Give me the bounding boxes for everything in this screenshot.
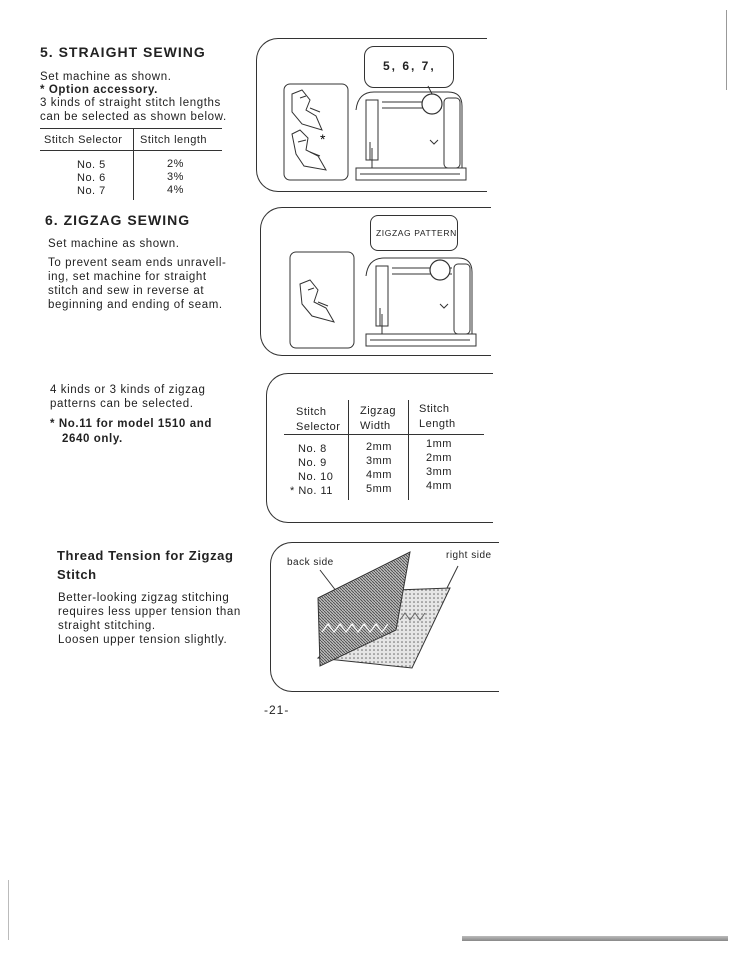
s6-line3: ing, set machine for straight bbox=[48, 271, 207, 283]
callout-box bbox=[370, 215, 458, 251]
tension-line3: straight stitching. bbox=[58, 620, 156, 632]
table-cell: 4mm bbox=[366, 469, 392, 481]
callout-zigzag-pattern: ZIGZAG PATTERN bbox=[376, 228, 457, 238]
callout-stitch-numbers: 5, 6, 7, bbox=[383, 59, 436, 73]
table-cell: 2mm bbox=[426, 452, 452, 464]
table-cell: 4% bbox=[167, 184, 184, 196]
zz-model-note-2: 2640 only. bbox=[62, 433, 123, 445]
s5-line4: can be selected as shown below. bbox=[40, 111, 227, 123]
col-stitch-selector: Stitch Selector bbox=[44, 134, 123, 146]
col-zigzag-width-2: Width bbox=[360, 420, 391, 432]
table-cell: 3mm bbox=[366, 455, 392, 467]
zz-line1: 4 kinds or 3 kinds of zigzag bbox=[50, 384, 206, 396]
zz-line2: patterns can be selected. bbox=[50, 398, 194, 410]
sewing-machine-zigzag-illustration bbox=[280, 248, 490, 352]
tension-line2: requires less upper tension than bbox=[58, 606, 241, 618]
scan-edge-line bbox=[8, 880, 9, 940]
table-row: No. 9 bbox=[298, 457, 327, 469]
fabric-illustration bbox=[300, 548, 496, 686]
scan-edge-bar bbox=[462, 936, 728, 941]
col-stitch-selector: Stitch bbox=[296, 406, 327, 418]
table-cell: 2% bbox=[167, 158, 184, 170]
zz-model-note: * No.11 for model 1510 and bbox=[50, 418, 212, 430]
table-row: No. 7 bbox=[77, 185, 106, 197]
s6-line2: To prevent seam ends unravell- bbox=[48, 257, 227, 269]
table-row: No. 8 bbox=[298, 443, 327, 455]
zigzag-stitch-table bbox=[284, 400, 484, 500]
col-stitch-length-2: Length bbox=[419, 418, 456, 430]
s6-line1: Set machine as shown. bbox=[48, 238, 180, 250]
table-row: No. 6 bbox=[77, 172, 106, 184]
col-zigzag-width: Zigzag bbox=[360, 405, 397, 417]
table-cell: 4mm bbox=[426, 480, 452, 492]
back-side-label: back side bbox=[287, 557, 334, 568]
s5-line1: Set machine as shown. bbox=[40, 71, 172, 83]
tension-line1: Better-looking zigzag stitching bbox=[58, 592, 230, 604]
section-6-title: 6. ZIGZAG SEWING bbox=[45, 212, 191, 228]
table-cell: 3% bbox=[167, 171, 184, 183]
table-row: * No. 11 bbox=[290, 485, 333, 497]
page-number: -21- bbox=[264, 703, 290, 717]
table-cell: 5mm bbox=[366, 483, 392, 495]
tension-line4: Loosen upper tension slightly. bbox=[58, 634, 228, 646]
s5-line3: 3 kinds of straight stitch lengths bbox=[40, 97, 221, 109]
s6-line4: stitch and sew in reverse at bbox=[48, 285, 205, 297]
sewing-machine-straight-illustration bbox=[270, 80, 480, 190]
table-cell: 3mm bbox=[426, 466, 452, 478]
right-side-label: right side bbox=[446, 550, 492, 561]
s5-option-note: * Option accessory. bbox=[40, 84, 158, 96]
table-cell: 1mm bbox=[426, 438, 452, 450]
straight-stitch-table bbox=[40, 128, 222, 200]
table-row: No. 10 bbox=[298, 471, 334, 483]
scan-edge-line bbox=[726, 10, 727, 90]
table-row: No. 5 bbox=[77, 159, 106, 171]
tension-title: Thread Tension for Zigzag bbox=[57, 548, 234, 563]
col-stitch-length: Stitch length bbox=[140, 134, 208, 146]
s6-line5: beginning and ending of seam. bbox=[48, 299, 223, 311]
option-asterisk: * bbox=[320, 131, 326, 147]
col-stitch-length: Stitch bbox=[419, 403, 450, 415]
table-cell: 2mm bbox=[366, 441, 392, 453]
tension-title-2: Stitch bbox=[57, 567, 97, 582]
section-5-title: 5. STRAIGHT SEWING bbox=[40, 44, 206, 60]
col-stitch-selector-2: Selector bbox=[296, 421, 341, 433]
